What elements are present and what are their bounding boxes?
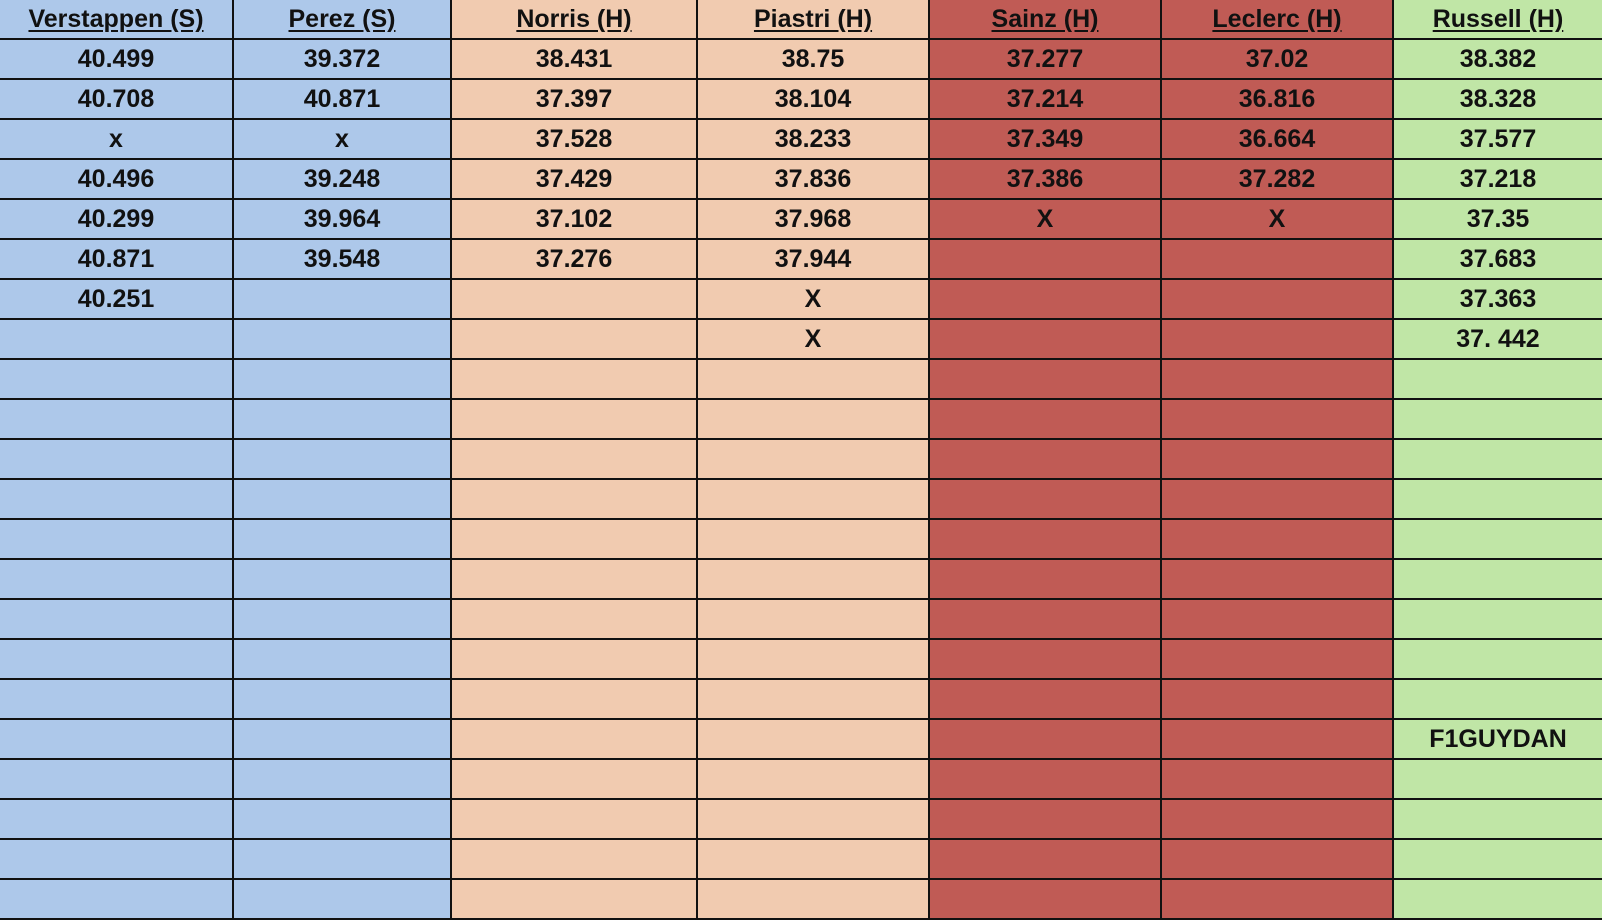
table-cell[interactable]: [1161, 399, 1393, 439]
table-cell[interactable]: 37.836: [697, 159, 929, 199]
table-cell[interactable]: [233, 839, 451, 879]
table-cell[interactable]: 38.328: [1393, 79, 1602, 119]
table-cell[interactable]: [451, 759, 697, 799]
table-cell[interactable]: [451, 879, 697, 919]
table-cell[interactable]: [697, 559, 929, 599]
table-cell[interactable]: [1161, 879, 1393, 919]
table-cell[interactable]: [451, 479, 697, 519]
table-cell[interactable]: 38.233: [697, 119, 929, 159]
table-row: [0, 159, 1602, 199]
table-cell[interactable]: [697, 879, 929, 919]
table-cell[interactable]: [929, 359, 1161, 399]
table-cell[interactable]: 37.944: [697, 239, 929, 279]
table-cell[interactable]: [929, 759, 1161, 799]
table-cell[interactable]: x: [0, 119, 233, 159]
table-cell[interactable]: 37.429: [451, 159, 697, 199]
table-cell[interactable]: 38.75: [697, 39, 929, 79]
table-cell[interactable]: [697, 599, 929, 639]
table-cell[interactable]: [451, 799, 697, 839]
column-header[interactable]: Russell (H): [1393, 0, 1602, 39]
table-cell[interactable]: 39.248: [233, 159, 451, 199]
table-cell[interactable]: [929, 679, 1161, 719]
table-cell[interactable]: 40.496: [0, 159, 233, 199]
table-cell[interactable]: [0, 759, 233, 799]
table-cell[interactable]: [697, 479, 929, 519]
table-cell[interactable]: [1161, 679, 1393, 719]
table-cell[interactable]: [0, 519, 233, 559]
table-cell[interactable]: [0, 679, 233, 719]
table-row: [0, 839, 1602, 879]
table-row: [0, 319, 1602, 359]
table-cell[interactable]: 38.431: [451, 39, 697, 79]
table-cell[interactable]: [1393, 559, 1602, 599]
table-row: [0, 239, 1602, 279]
table-cell[interactable]: 38.382: [1393, 39, 1602, 79]
column-header[interactable]: Norris (H): [451, 0, 697, 39]
table-cell[interactable]: 37.282: [1161, 159, 1393, 199]
table-row: [0, 799, 1602, 839]
table-cell[interactable]: [1393, 839, 1602, 879]
table-cell[interactable]: [451, 439, 697, 479]
table-cell[interactable]: 37.214: [929, 79, 1161, 119]
table-cell[interactable]: [1161, 519, 1393, 559]
table-cell[interactable]: [0, 599, 233, 639]
table-cell[interactable]: [929, 639, 1161, 679]
table-cell[interactable]: [1393, 439, 1602, 479]
table-cell[interactable]: [697, 359, 929, 399]
table-cell[interactable]: 39.372: [233, 39, 451, 79]
table-cell[interactable]: [233, 359, 451, 399]
table-cell[interactable]: [233, 879, 451, 919]
table-cell[interactable]: [0, 319, 233, 359]
table-cell[interactable]: 37.386: [929, 159, 1161, 199]
table-cell[interactable]: [929, 799, 1161, 839]
table-cell[interactable]: x: [233, 119, 451, 159]
table-cell[interactable]: [929, 559, 1161, 599]
table-cell[interactable]: 37.577: [1393, 119, 1602, 159]
table-cell[interactable]: [1393, 599, 1602, 639]
column-header[interactable]: Sainz (H): [929, 0, 1161, 39]
table-cell[interactable]: [451, 279, 697, 319]
table-row: [0, 519, 1602, 559]
header-row: [0, 0, 1602, 39]
column-header[interactable]: Piastri (H): [697, 0, 929, 39]
table-cell[interactable]: 40.251: [0, 279, 233, 319]
table-cell[interactable]: [451, 839, 697, 879]
table-cell[interactable]: [233, 799, 451, 839]
table-cell[interactable]: X: [1161, 199, 1393, 239]
table-cell[interactable]: 37.218: [1393, 159, 1602, 199]
table-cell[interactable]: [233, 479, 451, 519]
table-cell[interactable]: [1161, 599, 1393, 639]
table-row: [0, 439, 1602, 479]
table-cell[interactable]: [1393, 399, 1602, 439]
table-cell[interactable]: [233, 639, 451, 679]
table-cell[interactable]: 40.299: [0, 199, 233, 239]
table-cell[interactable]: 39.548: [233, 239, 451, 279]
table-cell[interactable]: [929, 839, 1161, 879]
table-cell[interactable]: [233, 599, 451, 639]
table-cell[interactable]: 37.363: [1393, 279, 1602, 319]
table-cell[interactable]: [1393, 639, 1602, 679]
table-cell[interactable]: 37.349: [929, 119, 1161, 159]
table-cell[interactable]: 40.871: [233, 79, 451, 119]
table-cell[interactable]: [929, 519, 1161, 559]
table-cell[interactable]: [451, 399, 697, 439]
table-cell[interactable]: [233, 319, 451, 359]
table-cell[interactable]: [0, 879, 233, 919]
table-cell[interactable]: [233, 279, 451, 319]
table-cell[interactable]: [697, 719, 929, 759]
table-cell[interactable]: [233, 719, 451, 759]
table-row: [0, 39, 1602, 79]
table-cell[interactable]: [929, 279, 1161, 319]
table-cell[interactable]: 37.35: [1393, 199, 1602, 239]
table-cell[interactable]: [929, 879, 1161, 919]
table-row: [0, 559, 1602, 599]
table-cell[interactable]: [1161, 559, 1393, 599]
table-row: [0, 399, 1602, 439]
table-cell[interactable]: [1393, 679, 1602, 719]
table-cell[interactable]: [233, 439, 451, 479]
column-header[interactable]: Verstappen (S): [0, 0, 233, 39]
table-cell[interactable]: [1161, 239, 1393, 279]
table-cell[interactable]: [451, 359, 697, 399]
table-cell[interactable]: 36.816: [1161, 79, 1393, 119]
table-cell[interactable]: [1161, 279, 1393, 319]
table-cell[interactable]: 40.871: [0, 239, 233, 279]
table-cell[interactable]: [697, 799, 929, 839]
table-row: [0, 79, 1602, 119]
table-cell[interactable]: 37. 442: [1393, 319, 1602, 359]
table-cell[interactable]: [1393, 759, 1602, 799]
table-cell[interactable]: [233, 519, 451, 559]
table-cell[interactable]: [0, 399, 233, 439]
table-cell[interactable]: [451, 519, 697, 559]
table-cell[interactable]: 37.276: [451, 239, 697, 279]
table-cell[interactable]: [1161, 799, 1393, 839]
table-cell[interactable]: [0, 559, 233, 599]
table-cell[interactable]: [233, 679, 451, 719]
table-cell[interactable]: [697, 839, 929, 879]
column-header[interactable]: Leclerc (H): [1161, 0, 1393, 39]
table-cell[interactable]: [929, 599, 1161, 639]
table-row: [0, 639, 1602, 679]
table-cell[interactable]: [1393, 359, 1602, 399]
table-cell[interactable]: [697, 679, 929, 719]
table-cell[interactable]: [0, 639, 233, 679]
table-cell[interactable]: [0, 439, 233, 479]
table-cell[interactable]: 39.964: [233, 199, 451, 239]
table-cell[interactable]: [233, 399, 451, 439]
table-cell[interactable]: [1161, 719, 1393, 759]
table-cell[interactable]: 37.528: [451, 119, 697, 159]
table-cell[interactable]: [0, 839, 233, 879]
table-body: [0, 39, 1602, 919]
table-cell[interactable]: [697, 399, 929, 439]
table-cell[interactable]: [929, 399, 1161, 439]
table-cell[interactable]: X: [697, 319, 929, 359]
table-cell[interactable]: [697, 439, 929, 479]
table-cell[interactable]: [929, 239, 1161, 279]
table-row: [0, 199, 1602, 239]
table-cell[interactable]: [1161, 319, 1393, 359]
table-cell[interactable]: [0, 359, 233, 399]
table-row: [0, 679, 1602, 719]
table-cell[interactable]: [697, 639, 929, 679]
table-cell[interactable]: [451, 559, 697, 599]
table-cell[interactable]: [1161, 359, 1393, 399]
table-cell[interactable]: 40.708: [0, 79, 233, 119]
table-cell[interactable]: [929, 319, 1161, 359]
table-cell[interactable]: 37.02: [1161, 39, 1393, 79]
table-row: [0, 479, 1602, 519]
table-cell[interactable]: [451, 599, 697, 639]
table-row: [0, 119, 1602, 159]
table-cell[interactable]: 37.277: [929, 39, 1161, 79]
table-cell[interactable]: 38.104: [697, 79, 929, 119]
table-cell[interactable]: 37.397: [451, 79, 697, 119]
table-row: [0, 759, 1602, 799]
table-cell[interactable]: [451, 639, 697, 679]
table-cell[interactable]: [0, 479, 233, 519]
table-row: [0, 879, 1602, 919]
table-cell[interactable]: 40.499: [0, 39, 233, 79]
table-cell[interactable]: X: [929, 199, 1161, 239]
table-cell[interactable]: F1GUYDAN: [1393, 719, 1602, 759]
table-cell[interactable]: [697, 759, 929, 799]
table-cell[interactable]: [233, 759, 451, 799]
table-cell[interactable]: [1393, 479, 1602, 519]
table-cell[interactable]: 37.968: [697, 199, 929, 239]
table-cell[interactable]: [929, 439, 1161, 479]
table-cell[interactable]: [1161, 759, 1393, 799]
table-cell[interactable]: [1161, 839, 1393, 879]
table-row: [0, 279, 1602, 319]
table-cell[interactable]: [1393, 879, 1602, 919]
table-cell[interactable]: [929, 719, 1161, 759]
table-row: [0, 719, 1602, 759]
table-cell[interactable]: 37.102: [451, 199, 697, 239]
table-cell[interactable]: [451, 319, 697, 359]
table-cell[interactable]: X: [697, 279, 929, 319]
table-cell[interactable]: [451, 719, 697, 759]
table-cell[interactable]: [1393, 799, 1602, 839]
table-cell[interactable]: [1393, 519, 1602, 559]
table-cell[interactable]: [0, 719, 233, 759]
table-row: [0, 359, 1602, 399]
table-cell[interactable]: 37.683: [1393, 239, 1602, 279]
table-cell[interactable]: [233, 559, 451, 599]
table-cell[interactable]: [929, 479, 1161, 519]
table-cell[interactable]: [0, 799, 233, 839]
table-cell[interactable]: [1161, 639, 1393, 679]
table-cell[interactable]: [1161, 439, 1393, 479]
column-header[interactable]: Perez (S): [233, 0, 451, 39]
table-cell[interactable]: [1161, 479, 1393, 519]
table-cell[interactable]: [451, 679, 697, 719]
table-cell[interactable]: 36.664: [1161, 119, 1393, 159]
table-row: [0, 599, 1602, 639]
table-cell[interactable]: [697, 519, 929, 559]
